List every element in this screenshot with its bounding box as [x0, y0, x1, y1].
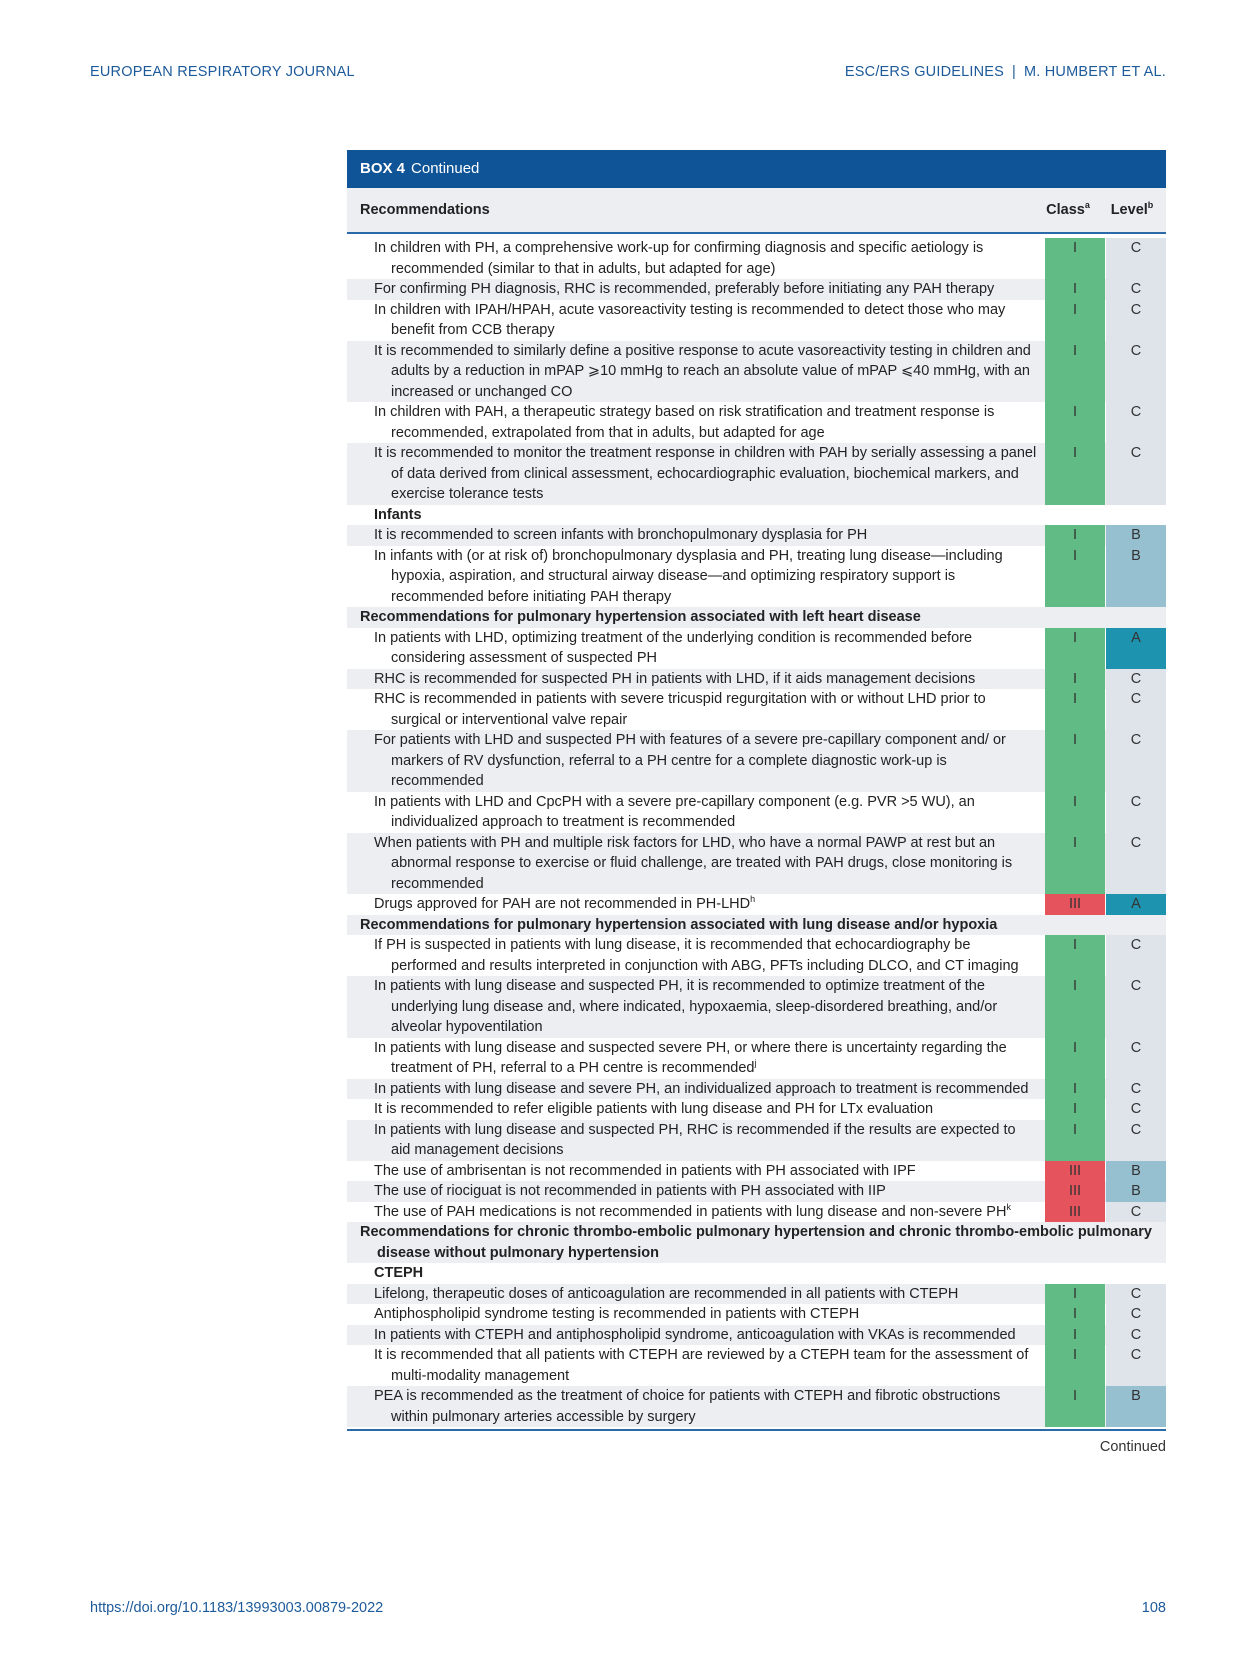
class-cell: I: [1045, 669, 1105, 690]
table-row: [347, 279, 1166, 300]
recommendation-text: [347, 1202, 1045, 1223]
class-cell: I: [1045, 689, 1105, 730]
section-heading-row: [347, 1222, 1166, 1263]
recommendation-text-content: When patients with PH and multiple risk factors for LHD, who have a normal PAWP at rest but an abnormal response to exercise or fluid challenge, are treated with PAH drugs, close monitoring is recommended: [374, 834, 1013, 892]
recommendation-text-content: Lifelong, therapeutic doses of anticoagulation are recommended in all patients with CTEPH: [374, 1285, 959, 1302]
level-cell: C: [1106, 1038, 1166, 1079]
class-cell: III: [1045, 894, 1105, 915]
recommendation-text-content: In infants with (or at risk of) bronchopulmonary dysplasia and PH, treating lung disease—including hypoxia, aspiration, and structural airway disease—and optimizing respiratory support is recommended before initiating PAH therapy: [374, 547, 1003, 605]
column-level: [1098, 188, 1166, 232]
table-row: [347, 402, 1166, 443]
class-cell: I: [1045, 1304, 1105, 1325]
recommendation-text-content: Antiphospholipid syndrome testing is recommended in patients with CTEPH: [374, 1306, 860, 1322]
recommendation-text-content: Drugs approved for PAH are not recommended in PH-LHD: [374, 896, 751, 912]
recommendation-text: [347, 546, 1045, 608]
recommendation-text-content: If PH is suspected in patients with lung disease, it is recommended that echocardiography be performed and results interpreted in conjunction with ABG, PFTs including DLCO, and CT imaging: [374, 937, 1019, 974]
class-cell: I: [1045, 833, 1105, 895]
recommendation-text-content: It is recommended that all patients with CTEPH are reviewed by a CTEPH team for the assessment of multi-modality management: [374, 1347, 1029, 1384]
recommendation-text-content: In patients with lung disease and suspected PH, RHC is recommended if the results are expected to aid management decisions: [374, 1121, 1016, 1158]
level-cell: C: [1106, 792, 1166, 833]
recommendation-text: [347, 1284, 1045, 1305]
table-row: [347, 1099, 1166, 1120]
table-row: [347, 628, 1166, 669]
class-cell: I: [1045, 1099, 1105, 1120]
recommendation-text: [347, 1181, 1045, 1202]
class-cell: III: [1045, 1161, 1105, 1182]
running-head-authors: M. HUMBERT ET AL.: [1024, 64, 1166, 80]
recommendation-text-content: The use of riociguat is not recommended in patients with PH associated with IIP: [374, 1183, 886, 1199]
table-row: [347, 443, 1166, 505]
level-cell: C: [1106, 1284, 1166, 1305]
class-cell: I: [1045, 1325, 1105, 1346]
table-row: [347, 238, 1166, 279]
table-row: [347, 546, 1166, 608]
level-cell: C: [1106, 730, 1166, 792]
recommendation-text: [347, 976, 1045, 1038]
table-row: [347, 935, 1166, 976]
table-row: [347, 1345, 1166, 1386]
class-cell: I: [1045, 341, 1105, 403]
recommendation-text-content: The use of PAH medications is not recommended in patients with lung disease and non-severe PH: [374, 1203, 1007, 1220]
subheading-row: [347, 1263, 1166, 1284]
table-row: [347, 1386, 1166, 1427]
box-label: BOX 4: [360, 160, 406, 177]
table-row: [347, 341, 1166, 403]
level-cell: B: [1106, 525, 1166, 546]
level-cell: C: [1106, 669, 1166, 690]
running-head-guidelines: ESC/ERS GUIDELINES: [844, 64, 1005, 80]
box-title-bar: [347, 150, 1166, 188]
table-row: [347, 792, 1166, 833]
recommendation-text-content: In patients with LHD, optimizing treatment of the underlying condition is recommended before considering assessment of suspected PH: [374, 629, 973, 666]
table-row: [347, 1202, 1166, 1223]
recommendation-text: [347, 1120, 1045, 1161]
table-row: [347, 525, 1166, 546]
table-row: [347, 976, 1166, 1038]
recommendation-text-content: In children with PAH, a therapeutic strategy based on risk stratification and treatment response is recommended, extrapolated from that in adults, but adapted for age: [374, 404, 995, 441]
recommendation-text-content: It is recommended to screen infants with bronchopulmonary dysplasia for PH: [374, 527, 868, 543]
level-cell: C: [1106, 833, 1166, 895]
class-cell: I: [1045, 1079, 1105, 1100]
section-heading-row: [347, 607, 1166, 628]
class-cell: I: [1045, 300, 1105, 341]
journal-name: EUROPEAN RESPIRATORY JOURNAL: [90, 64, 355, 80]
recommendation-text-content: It is recommended to similarly define a positive response to acute vasoreactivity testing in children and adults by a reduction in mPAP ⩾10 mmHg to reach an absolute value of mPAP ⩽40 mmHg, with an increased or unchanged CO: [374, 342, 1031, 400]
level-cell: C: [1106, 1079, 1166, 1100]
class-cell: I: [1045, 628, 1105, 669]
recommendation-text: [347, 628, 1045, 669]
recommendation-text: [347, 689, 1045, 730]
class-cell: I: [1045, 546, 1105, 608]
class-cell: I: [1045, 443, 1105, 505]
class-cell: I: [1045, 1120, 1105, 1161]
level-cell: A: [1106, 628, 1166, 669]
level-cell: C: [1106, 1304, 1166, 1325]
table-bottom-rule: [347, 1429, 1166, 1431]
table-row: [347, 1181, 1166, 1202]
level-cell: B: [1106, 1161, 1166, 1182]
table-row: [347, 1304, 1166, 1325]
recommendation-text-content: In patients with lung disease and severe PH, an individualized approach to treatment is recommended: [374, 1080, 1029, 1097]
column-class-label: Class: [1046, 202, 1085, 218]
recommendation-text: [347, 1079, 1045, 1100]
level-cell: C: [1106, 1325, 1166, 1346]
table-row: [347, 730, 1166, 792]
recommendation-text-content: In patients with lung disease and suspected severe PH, or where there is uncertainty regarding the treatment of PH, referral to a PH centre is recommended: [374, 1039, 1007, 1076]
recommendation-text: [347, 300, 1045, 341]
class-cell: I: [1045, 402, 1105, 443]
level-cell: B: [1106, 1181, 1166, 1202]
recommendation-text-content: RHC is recommended in patients with severe tricuspid regurgitation with or without LHD prior to surgical or interventional valve repair: [374, 691, 986, 728]
class-cell: III: [1045, 1181, 1105, 1202]
running-head-separator: |: [1012, 64, 1016, 80]
footnote-marker: h: [750, 894, 756, 905]
class-cell: I: [1045, 1345, 1105, 1386]
continued-note: Continued: [1099, 1439, 1166, 1455]
level-cell: B: [1106, 546, 1166, 608]
recommendation-text: [347, 1345, 1045, 1386]
table-row: [347, 1079, 1166, 1100]
class-cell: I: [1045, 976, 1105, 1038]
box-title: Continued: [411, 160, 480, 177]
level-cell: C: [1106, 935, 1166, 976]
doi-link[interactable]: https://doi.org/10.1183/13993003.00879-2022: [90, 1600, 384, 1616]
section-heading: Recommendations for chronic thrombo-embolic pulmonary hypertension and chronic thrombo-embolic pulmonary disease without pulmonary hypertension: [360, 1224, 1152, 1261]
table-row: [347, 689, 1166, 730]
class-cell: I: [1045, 238, 1105, 279]
recommendation-text-content: RHC is recommended for suspected PH in patients with LHD, if it aids management decisions: [374, 670, 976, 687]
recommendation-text: [347, 935, 1045, 976]
class-cell: I: [1045, 1038, 1105, 1079]
table-row: [347, 1120, 1166, 1161]
recommendation-text-content: It is recommended to refer eligible patients with lung disease and PH for LTx evaluation: [374, 1101, 934, 1117]
recommendation-text: [347, 402, 1045, 443]
table-row: [347, 894, 1166, 915]
class-cell: I: [1045, 279, 1105, 300]
recommendation-text-content: In patients with lung disease and suspected PH, it is recommended to optimize treatment of the underlying lung disease and, where indicated, hypoxaemia, sleep-disordered breathing, and/or alveolar hypoventilation: [374, 978, 998, 1035]
page-number: 108: [1141, 1600, 1166, 1616]
level-cell: C: [1106, 976, 1166, 1038]
level-cell: C: [1106, 279, 1166, 300]
recommendation-text: [347, 279, 1045, 300]
table-row: [347, 833, 1166, 895]
level-cell: C: [1106, 1202, 1166, 1223]
level-cell: B: [1106, 1386, 1166, 1427]
column-class-sup: a: [1084, 200, 1090, 211]
section-heading: Recommendations for pulmonary hypertension associated with lung disease and/or hypoxia: [360, 916, 998, 933]
level-cell: A: [1106, 894, 1166, 915]
table-row: [347, 300, 1166, 341]
table-row: [347, 1284, 1166, 1305]
recommendation-text-content: For confirming PH diagnosis, RHC is recommended, preferably before initiating any PAH therapy: [374, 281, 995, 297]
level-cell: C: [1106, 689, 1166, 730]
recommendation-text: [347, 792, 1045, 833]
subheading: CTEPH: [374, 1265, 424, 1281]
table-body: [347, 238, 1166, 1427]
level-cell: C: [1106, 300, 1166, 341]
recommendation-text-content: In children with PH, a comprehensive work-up for confirming diagnosis and specific aetiology is recommended (similar to that in adults, but adapted for age): [374, 240, 984, 277]
level-cell: C: [1106, 1099, 1166, 1120]
section-heading: Recommendations for pulmonary hypertension associated with left heart disease: [360, 609, 921, 625]
recommendation-text: [347, 238, 1045, 279]
class-cell: III: [1045, 1202, 1105, 1223]
table-row: [347, 1038, 1166, 1079]
level-cell: C: [1106, 238, 1166, 279]
level-cell: C: [1106, 1345, 1166, 1386]
class-cell: I: [1045, 935, 1105, 976]
subheading-row: [347, 505, 1166, 526]
recommendation-text-content: The use of ambrisentan is not recommended in patients with PH associated with IPF: [374, 1162, 916, 1179]
class-cell: I: [1045, 792, 1105, 833]
recommendation-text-content: PEA is recommended as the treatment of choice for patients with CTEPH and fibrotic obstructions within pulmonary arteries accessible by surgery: [374, 1388, 1001, 1425]
recommendation-text: [347, 669, 1045, 690]
recommendation-text: [347, 1386, 1045, 1427]
column-recommendations: Recommendations: [360, 202, 490, 218]
recommendation-text-content: For patients with LHD and suspected PH with features of a severe pre-capillary component and/ or markers of RV dysfunction, referral to a PH centre for a complete diagnostic work-up is recommended: [374, 732, 1006, 789]
class-cell: I: [1045, 730, 1105, 792]
recommendation-text-content: In children with IPAH/HPAH, acute vasoreactivity testing is recommended to detect those who may benefit from CCB therapy: [374, 301, 1006, 338]
recommendation-text: [347, 1304, 1045, 1325]
recommendation-text: [347, 1099, 1045, 1120]
table-header: [347, 188, 1166, 234]
recommendation-text: [347, 341, 1045, 403]
recommendations-box: [347, 150, 1166, 1455]
section-heading-row: [347, 915, 1166, 936]
footnote-marker: j: [754, 1058, 757, 1069]
column-level-label: Level: [1110, 202, 1148, 218]
footnote-marker: k: [1006, 1201, 1011, 1212]
class-cell: I: [1045, 1386, 1105, 1427]
running-head: [845, 64, 1166, 80]
level-cell: C: [1106, 1120, 1166, 1161]
recommendation-text-content: It is recommended to monitor the treatment response in children with PAH by serially assessing a panel of data derived from clinical assessment, echocardiographic evaluation, biochemical markers, and exercise tolerance tests: [374, 445, 1037, 502]
recommendation-text: [347, 1038, 1045, 1079]
recommendation-text-content: In patients with CTEPH and antiphospholipid syndrome, anticoagulation with VKAs is recommended: [374, 1326, 1016, 1343]
table-row: [347, 1325, 1166, 1346]
recommendation-text: [347, 894, 1045, 915]
recommendation-text: [347, 525, 1045, 546]
level-cell: C: [1106, 341, 1166, 403]
recommendation-text: [347, 1161, 1045, 1182]
recommendation-text: [347, 730, 1045, 792]
recommendation-text: [347, 833, 1045, 895]
column-class: [1038, 188, 1098, 232]
class-cell: I: [1045, 525, 1105, 546]
recommendation-text: [347, 443, 1045, 505]
class-cell: I: [1045, 1284, 1105, 1305]
recommendation-text: [347, 1325, 1045, 1346]
column-level-sup: b: [1147, 200, 1154, 211]
subheading: Infants: [374, 506, 422, 523]
level-cell: C: [1106, 443, 1166, 505]
table-row: [347, 669, 1166, 690]
table-row: [347, 1161, 1166, 1182]
recommendation-text-content: In patients with LHD and CpcPH with a severe pre-capillary component (e.g. PVR >5 WU), an individualized approach to treatment is recommended: [374, 793, 975, 830]
level-cell: C: [1106, 402, 1166, 443]
